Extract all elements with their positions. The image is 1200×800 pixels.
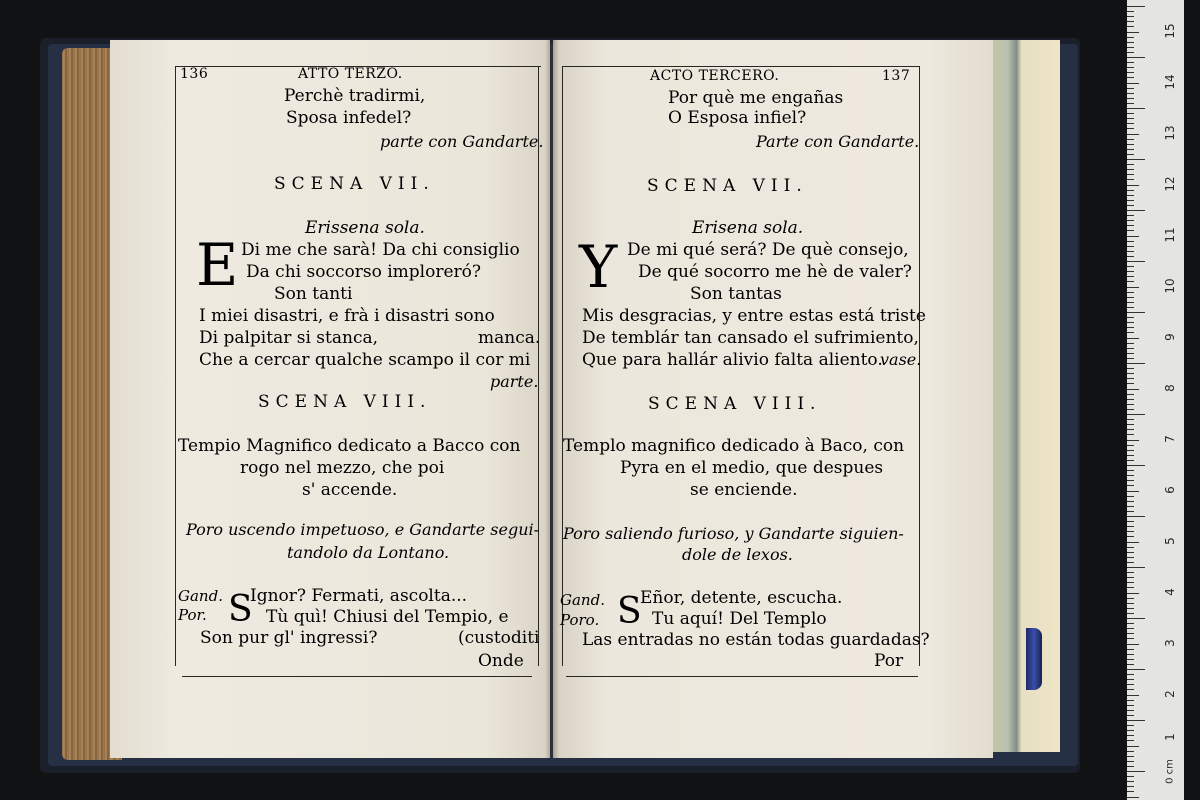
ruler-tick — [1127, 271, 1134, 272]
ruler-tick — [1127, 210, 1145, 211]
ruler-tick — [1127, 746, 1139, 747]
ruler-tick — [1127, 220, 1134, 221]
ruler-tick — [1127, 154, 1134, 155]
bookmark-ribbon — [1026, 628, 1042, 690]
right-drop-cap-s: S — [617, 591, 642, 632]
right-dialogue-3: Las entradas no están todas guardadas? — [582, 630, 930, 650]
right-monologue-tail: vase. — [880, 350, 922, 369]
ruler-tick — [1127, 567, 1145, 568]
ruler-tick — [1127, 225, 1134, 226]
ruler-tick — [1127, 409, 1134, 410]
left-line-2: Sposa infedel? — [286, 108, 412, 128]
ruler-tick — [1127, 684, 1134, 685]
right-bottom-rule — [566, 676, 918, 677]
ruler-tick — [1127, 174, 1134, 175]
ruler-tick — [1127, 419, 1134, 420]
right-monologue-line-6: Que para hallár alivio falta aliento. — [582, 350, 883, 370]
ruler-tick — [1127, 669, 1145, 670]
ruler-tick — [1127, 659, 1134, 660]
ruler-tick — [1127, 618, 1145, 619]
ruler-tick — [1127, 715, 1134, 716]
ruler-tick — [1127, 582, 1134, 583]
ruler-tick — [1127, 11, 1134, 12]
ruler-tick — [1127, 633, 1134, 634]
left-monologue-tail-manca: manca. — [478, 328, 541, 348]
right-monologue-line-5: De temblár tan cansado el sufrimiento, — [582, 328, 919, 348]
ruler-label-3: 3 — [1163, 639, 1177, 647]
left-page-number: 136 — [180, 66, 209, 82]
ruler-tick — [1127, 547, 1134, 548]
right-stage-direction-2b: dole de lexos. — [682, 545, 793, 564]
ruler-tick — [1127, 776, 1134, 777]
ruler-tick — [1127, 6, 1145, 7]
right-set-description-2: Pyra en el medio, que despues — [620, 458, 884, 478]
ruler-tick — [1127, 67, 1134, 68]
right-stage-direction-2a: Poro saliendo furioso, y Gandarte siguien- — [563, 524, 904, 543]
left-scena-viii: SCENA VIII. — [258, 392, 432, 412]
left-monologue-line-4: I miei disastri, e frà i disastri sono — [199, 306, 495, 326]
ruler-tick — [1127, 638, 1134, 639]
right-line-2: O Esposa infiel? — [668, 108, 807, 128]
ruler-label-0cm: 0 cm — [1164, 759, 1176, 784]
ruler-tick — [1127, 766, 1134, 767]
ruler-tick — [1127, 307, 1134, 308]
ruler-tick — [1127, 93, 1134, 94]
ruler-tick — [1127, 200, 1134, 201]
ruler-tick — [1127, 185, 1139, 186]
ruler-tick — [1127, 297, 1134, 298]
ruler-tick — [1127, 383, 1134, 384]
ruler-tick — [1127, 572, 1134, 573]
ruler-tick — [1127, 144, 1134, 145]
ruler-tick — [1127, 455, 1134, 456]
ruler-tick — [1127, 552, 1134, 553]
ruler-label-4: 4 — [1163, 588, 1177, 596]
ruler-tick — [1127, 302, 1134, 303]
ruler-tick — [1127, 88, 1134, 89]
right-character-heading: Erisena sola. — [692, 218, 804, 238]
ruler-tick — [1127, 781, 1134, 782]
ruler-tick — [1127, 771, 1145, 772]
ruler-tick — [1127, 363, 1145, 364]
right-page-edges — [990, 40, 1060, 752]
ruler-tick — [1127, 593, 1139, 594]
ruler-tick — [1127, 52, 1134, 53]
left-set-description-3: s' accende. — [302, 480, 398, 500]
ruler-tick — [1127, 720, 1145, 721]
ruler-tick — [1127, 414, 1145, 415]
ruler-tick — [1127, 516, 1145, 517]
ruler-tick — [1127, 470, 1134, 471]
ruler-tick — [1127, 236, 1139, 237]
ruler-tick — [1127, 149, 1134, 150]
ruler-tick — [1127, 485, 1134, 486]
right-speaker-gand: Gand. — [560, 591, 605, 609]
right-drop-cap: Y — [579, 233, 618, 301]
ruler-label-5: 5 — [1163, 537, 1177, 545]
ruler-tick — [1127, 113, 1134, 114]
ruler-tick — [1127, 241, 1134, 242]
ruler-tick — [1127, 434, 1134, 435]
ruler-tick — [1127, 664, 1134, 665]
ruler-tick — [1127, 440, 1139, 441]
ruler-tick — [1127, 649, 1134, 650]
ruler-tick — [1127, 317, 1134, 318]
right-stage-direction-1: Parte con Gandarte. — [756, 132, 920, 151]
ruler-tick — [1127, 348, 1134, 349]
ruler-tick — [1127, 608, 1134, 609]
ruler-tick — [1127, 32, 1139, 33]
ruler-tick — [1127, 368, 1134, 369]
ruler-tick — [1127, 761, 1134, 762]
ruler-tick — [1127, 266, 1134, 267]
ruler-tick — [1127, 710, 1134, 711]
ruler-tick — [1127, 292, 1134, 293]
left-speaker-por: Por. — [178, 606, 207, 624]
ruler-tick — [1127, 695, 1139, 696]
ruler-tick — [1127, 644, 1139, 645]
ruler-label-11: 11 — [1163, 227, 1177, 243]
left-stage-direction-1: parte con Gandarte. — [380, 132, 544, 151]
right-dialogue-1: Eñor, detente, escucha. — [640, 588, 843, 608]
ruler-tick — [1127, 205, 1134, 206]
right-monologue-line-2: De qué socorro me hè de valer? — [638, 262, 912, 282]
ruler-tick — [1127, 83, 1139, 84]
ruler-tick — [1127, 598, 1134, 599]
ruler-tick — [1127, 190, 1134, 191]
ruler-tick — [1127, 21, 1134, 22]
ruler-tick — [1127, 103, 1134, 104]
ruler-label-12: 12 — [1163, 176, 1177, 192]
ruler-tick — [1127, 480, 1134, 481]
ruler-tick — [1127, 169, 1134, 170]
ruler-tick — [1127, 674, 1134, 675]
ruler-tick — [1127, 786, 1134, 787]
ruler-tick — [1127, 542, 1139, 543]
ruler-tick — [1127, 623, 1134, 624]
ruler-label-14: 14 — [1163, 74, 1177, 90]
ruler-tick — [1127, 47, 1134, 48]
ruler-tick — [1127, 251, 1134, 252]
right-monologue-line-1: De mi qué será? De què consejo, — [627, 240, 909, 260]
ruler-tick — [1127, 460, 1134, 461]
ruler-tick — [1127, 491, 1139, 492]
left-monologue-line-1: Di me che sarà! Da chi consiglio — [241, 240, 520, 260]
ruler-tick — [1127, 705, 1134, 706]
ruler-tick — [1127, 740, 1134, 741]
ruler-tick — [1127, 287, 1139, 288]
ruler-tick — [1127, 72, 1134, 73]
ruler-tick — [1127, 108, 1145, 109]
left-monologue-line-3: Son tanti — [274, 284, 353, 304]
ruler-tick — [1127, 26, 1134, 27]
left-dialogue-2: Tù quì! Chiusi del Tempio, e — [266, 607, 509, 627]
ruler-label-1: 1 — [1163, 733, 1177, 741]
ruler-tick — [1127, 424, 1134, 425]
ruler-tick — [1127, 261, 1145, 262]
ruler-tick — [1127, 700, 1134, 701]
ruler-tick — [1127, 475, 1134, 476]
ruler-label-8: 8 — [1163, 384, 1177, 392]
ruler-tick — [1127, 358, 1134, 359]
left-drop-cap-s: S — [228, 589, 253, 630]
ruler-tick — [1127, 164, 1134, 165]
ruler-tick — [1127, 246, 1134, 247]
ruler-tick — [1127, 98, 1134, 99]
ruler-tick — [1127, 526, 1134, 527]
right-catchword: Por — [874, 651, 904, 671]
left-running-head: ATTO TERZO. — [298, 66, 403, 82]
ruler-tick — [1127, 42, 1134, 43]
book-gutter — [545, 40, 559, 758]
ruler-tick — [1127, 603, 1134, 604]
ruler-tick — [1127, 312, 1145, 313]
ruler-tick — [1127, 338, 1139, 339]
left-dialogue-1: Ignor? Fermati, ascolta... — [250, 586, 468, 606]
ruler-tick — [1127, 429, 1134, 430]
ruler-tick — [1127, 587, 1134, 588]
right-set-description-1: Templo magnifico dedicado à Baco, con — [563, 436, 905, 456]
ruler-tick — [1127, 37, 1134, 38]
ruler-tick — [1127, 689, 1134, 690]
left-line-1: Perchè tradirmi, — [284, 86, 426, 106]
left-monologue-line-2: Da chi soccorso imploreró? — [246, 262, 481, 282]
ruler-tick — [1127, 506, 1134, 507]
ruler-tick — [1127, 791, 1134, 792]
ruler-tick — [1127, 230, 1134, 231]
right-dialogue-2: Tu aquí! Del Templo — [652, 609, 827, 629]
ruler-tick — [1127, 394, 1134, 395]
left-character-heading: Erissena sola. — [305, 218, 425, 238]
ruler-tick — [1127, 353, 1134, 354]
ruler-tick — [1127, 118, 1134, 119]
left-dialogue-3: Son pur gl' ingressi? — [200, 628, 378, 648]
right-monologue-line-3: Son tantas — [690, 284, 782, 304]
ruler-tick — [1127, 577, 1134, 578]
left-stage-direction-2a: Poro uscendo impetuoso, e Gandarte segui- — [186, 520, 540, 539]
ruler-tick — [1127, 751, 1134, 752]
ruler-tick — [1127, 445, 1134, 446]
ruler-tick — [1127, 797, 1139, 798]
right-scena-viii: SCENA VIII. — [648, 394, 822, 414]
ruler-tick — [1127, 735, 1134, 736]
ruler-tick — [1127, 404, 1134, 405]
ruler-label-13: 13 — [1163, 125, 1177, 141]
ruler-tick — [1127, 134, 1139, 135]
left-set-description-2: rogo nel mezzo, che poi — [240, 458, 445, 478]
ruler-tick — [1127, 16, 1134, 17]
ruler-tick — [1127, 373, 1134, 374]
measuring-ruler — [1127, 0, 1184, 800]
ruler-tick — [1127, 327, 1134, 328]
ruler-tick — [1127, 399, 1134, 400]
ruler-tick — [1127, 276, 1134, 277]
ruler-tick — [1127, 139, 1134, 140]
left-monologue-line-6: Che a cercar qualche scampo il cor mi — [199, 350, 531, 370]
left-set-description-1: Tempio Magnifico dedicato a Bacco con — [178, 436, 521, 456]
ruler-tick — [1127, 62, 1134, 63]
left-monologue-line-5: Di palpitar si stanca, — [199, 328, 379, 348]
right-page-number: 137 — [882, 68, 911, 84]
ruler-tick — [1127, 332, 1134, 333]
ruler-tick — [1127, 256, 1134, 257]
left-speaker-gand: Gand. — [178, 587, 223, 605]
ruler-label-7: 7 — [1163, 435, 1177, 443]
ruler-tick — [1127, 77, 1134, 78]
right-speaker-poro: Poro. — [560, 611, 600, 629]
ruler-tick — [1127, 389, 1139, 390]
ruler-label-6: 6 — [1163, 486, 1177, 494]
ruler-tick — [1127, 195, 1134, 196]
ruler-tick — [1127, 521, 1134, 522]
ruler-tick — [1127, 679, 1134, 680]
ruler-tick — [1127, 654, 1134, 655]
right-scena-vii: SCENA VII. — [647, 176, 808, 196]
right-monologue-line-4: Mis desgracias, y entre estas está triste — [582, 306, 926, 326]
left-dialogue-tail: (custoditi — [458, 628, 540, 648]
left-catchword: Onde — [478, 651, 524, 671]
ruler-tick — [1127, 179, 1134, 180]
ruler-tick — [1127, 725, 1134, 726]
ruler-tick — [1127, 531, 1134, 532]
ruler-tick — [1127, 128, 1134, 129]
right-running-head: ACTO TERCERO. — [650, 68, 780, 84]
left-drop-cap: E — [196, 231, 239, 299]
ruler-tick — [1127, 628, 1134, 629]
ruler-tick — [1127, 501, 1134, 502]
ruler-tick — [1127, 378, 1134, 379]
ruler-tick — [1127, 562, 1134, 563]
ruler-tick — [1127, 57, 1145, 58]
ruler-tick — [1127, 511, 1134, 512]
ruler-label-15: 15 — [1163, 23, 1177, 39]
ruler-tick — [1127, 159, 1145, 160]
left-bottom-rule — [182, 676, 532, 677]
left-stage-direction-2b: tandolo da Lontano. — [287, 543, 450, 562]
ruler-tick — [1127, 215, 1134, 216]
ruler-tick — [1127, 536, 1134, 537]
ruler-tick — [1127, 496, 1134, 497]
right-line-1: Por què me engañas — [668, 88, 844, 108]
right-set-description-3: se enciende. — [690, 480, 798, 500]
ruler-tick — [1127, 465, 1145, 466]
ruler-tick — [1127, 343, 1134, 344]
ruler-tick — [1127, 123, 1134, 124]
left-monologue-tail-parte: parte. — [490, 372, 539, 391]
ruler-label-9: 9 — [1163, 333, 1177, 341]
ruler-tick — [1127, 281, 1134, 282]
ruler-tick — [1127, 322, 1134, 323]
ruler-tick — [1127, 450, 1134, 451]
left-scena-vii: SCENA VII. — [274, 174, 435, 194]
ruler-tick — [1127, 756, 1134, 757]
ruler-tick — [1127, 730, 1134, 731]
ruler-tick — [1127, 557, 1134, 558]
ruler-label-2: 2 — [1163, 690, 1177, 698]
ruler-tick — [1127, 613, 1134, 614]
ruler-label-10: 10 — [1163, 278, 1177, 294]
